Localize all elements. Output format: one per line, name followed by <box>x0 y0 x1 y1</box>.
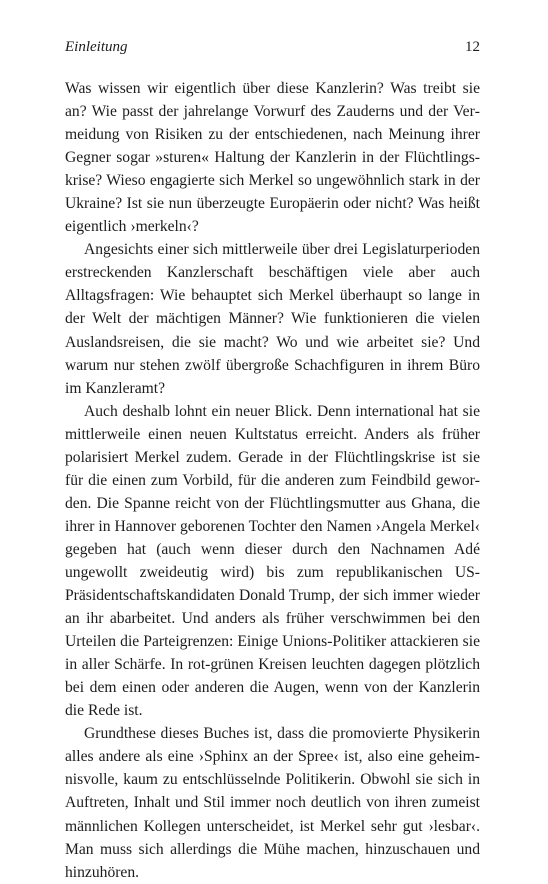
paragraph: Grundthese dieses Buches ist, dass die promovierte Physikerin alles andere als eine ›Sphinx an der Spree‹ ist, also eine geheimnisvolle, kaum zu entschlüsselnde Politikerin. Obwohl sie sich in Auftreten, Inhalt und Stil immer noch deutlich von ihren zumeist männlichen Kollegen unterscheidet, ist Merkel sehr gut ›lesbar‹. Man muss sich allerdings die Mühe machen, hinzuschauen und hinzuhören. <box>65 725 480 881</box>
paragraph: Was wissen wir eigentlich über diese Kanzlerin? Was treibt sie an? Wie passt der jahrelange Vorwurf des Zauderns und der Vermeidung von Risiken zu der entschiedenen, nach Meinung ihrer Gegner sogar »sturen« Haltung der Kanzlerin in der Flüchtlingskrise? Wieso engagierte sich Merkel so ungewöhnlich stark in der Ukraine? Ist sie nun überzeugte Europäerin oder nicht? Was heißt eigentlich ›merkeln‹? <box>65 80 480 236</box>
book-page <box>65 37 480 884</box>
body-text <box>65 77 480 884</box>
paragraph: Auch deshalb lohnt ein neuer Blick. Denn international hat sie mittlerweile einen neuen Kultstatus erreicht. Anders als früher polarisiert Merkel zudem. Gerade in der Flüchtlingskrise ist sie für die einen zum Vorbild, für die anderen zum Feindbild geworden. Die Spanne reicht von der Flüchtlingsmutter aus Ghana, die ihrer in Hannover geborenen Tochter den Namen ›Angela Merkel‹ gegeben hat (auch wenn dieser durch den Nachnamen Adé ungewollt zweideutig wird) bis zum republikanischen US-Präsidentschaftskandidaten Donald Trump, der sich immer wieder an ihr abarbeitet. Und anders als früher verschwimmen bei den Urteilen die Parteigrenzen: Einige Unions-Politiker attackieren sie in aller Schärfe. In rot-grünen Kreisen leuchten dagegen plötzlich bei dem einen oder anderen die Augen, wenn von der Kanzlerin die Rede ist. <box>65 402 480 720</box>
paragraph: Angesichts einer sich mittlerweile über drei Legislaturperioden erstreckenden Kanzlerschaft beschäftigen viele aber auch Alltagsfragen: Wie behauptet sich Merkel überhaupt so lange in der Welt der mächtigen Männer? Wie funktionieren die vielen Auslandsreisen, die sie macht? Wo und wie arbeitet sie? Und warum nur stehen zwölf übergroße Schachfiguren in ihrem Büro im Kanzleramt? <box>65 241 480 397</box>
page-number: 12 <box>465 39 480 55</box>
running-title: Einleitung <box>65 39 128 55</box>
running-header <box>65 37 480 59</box>
